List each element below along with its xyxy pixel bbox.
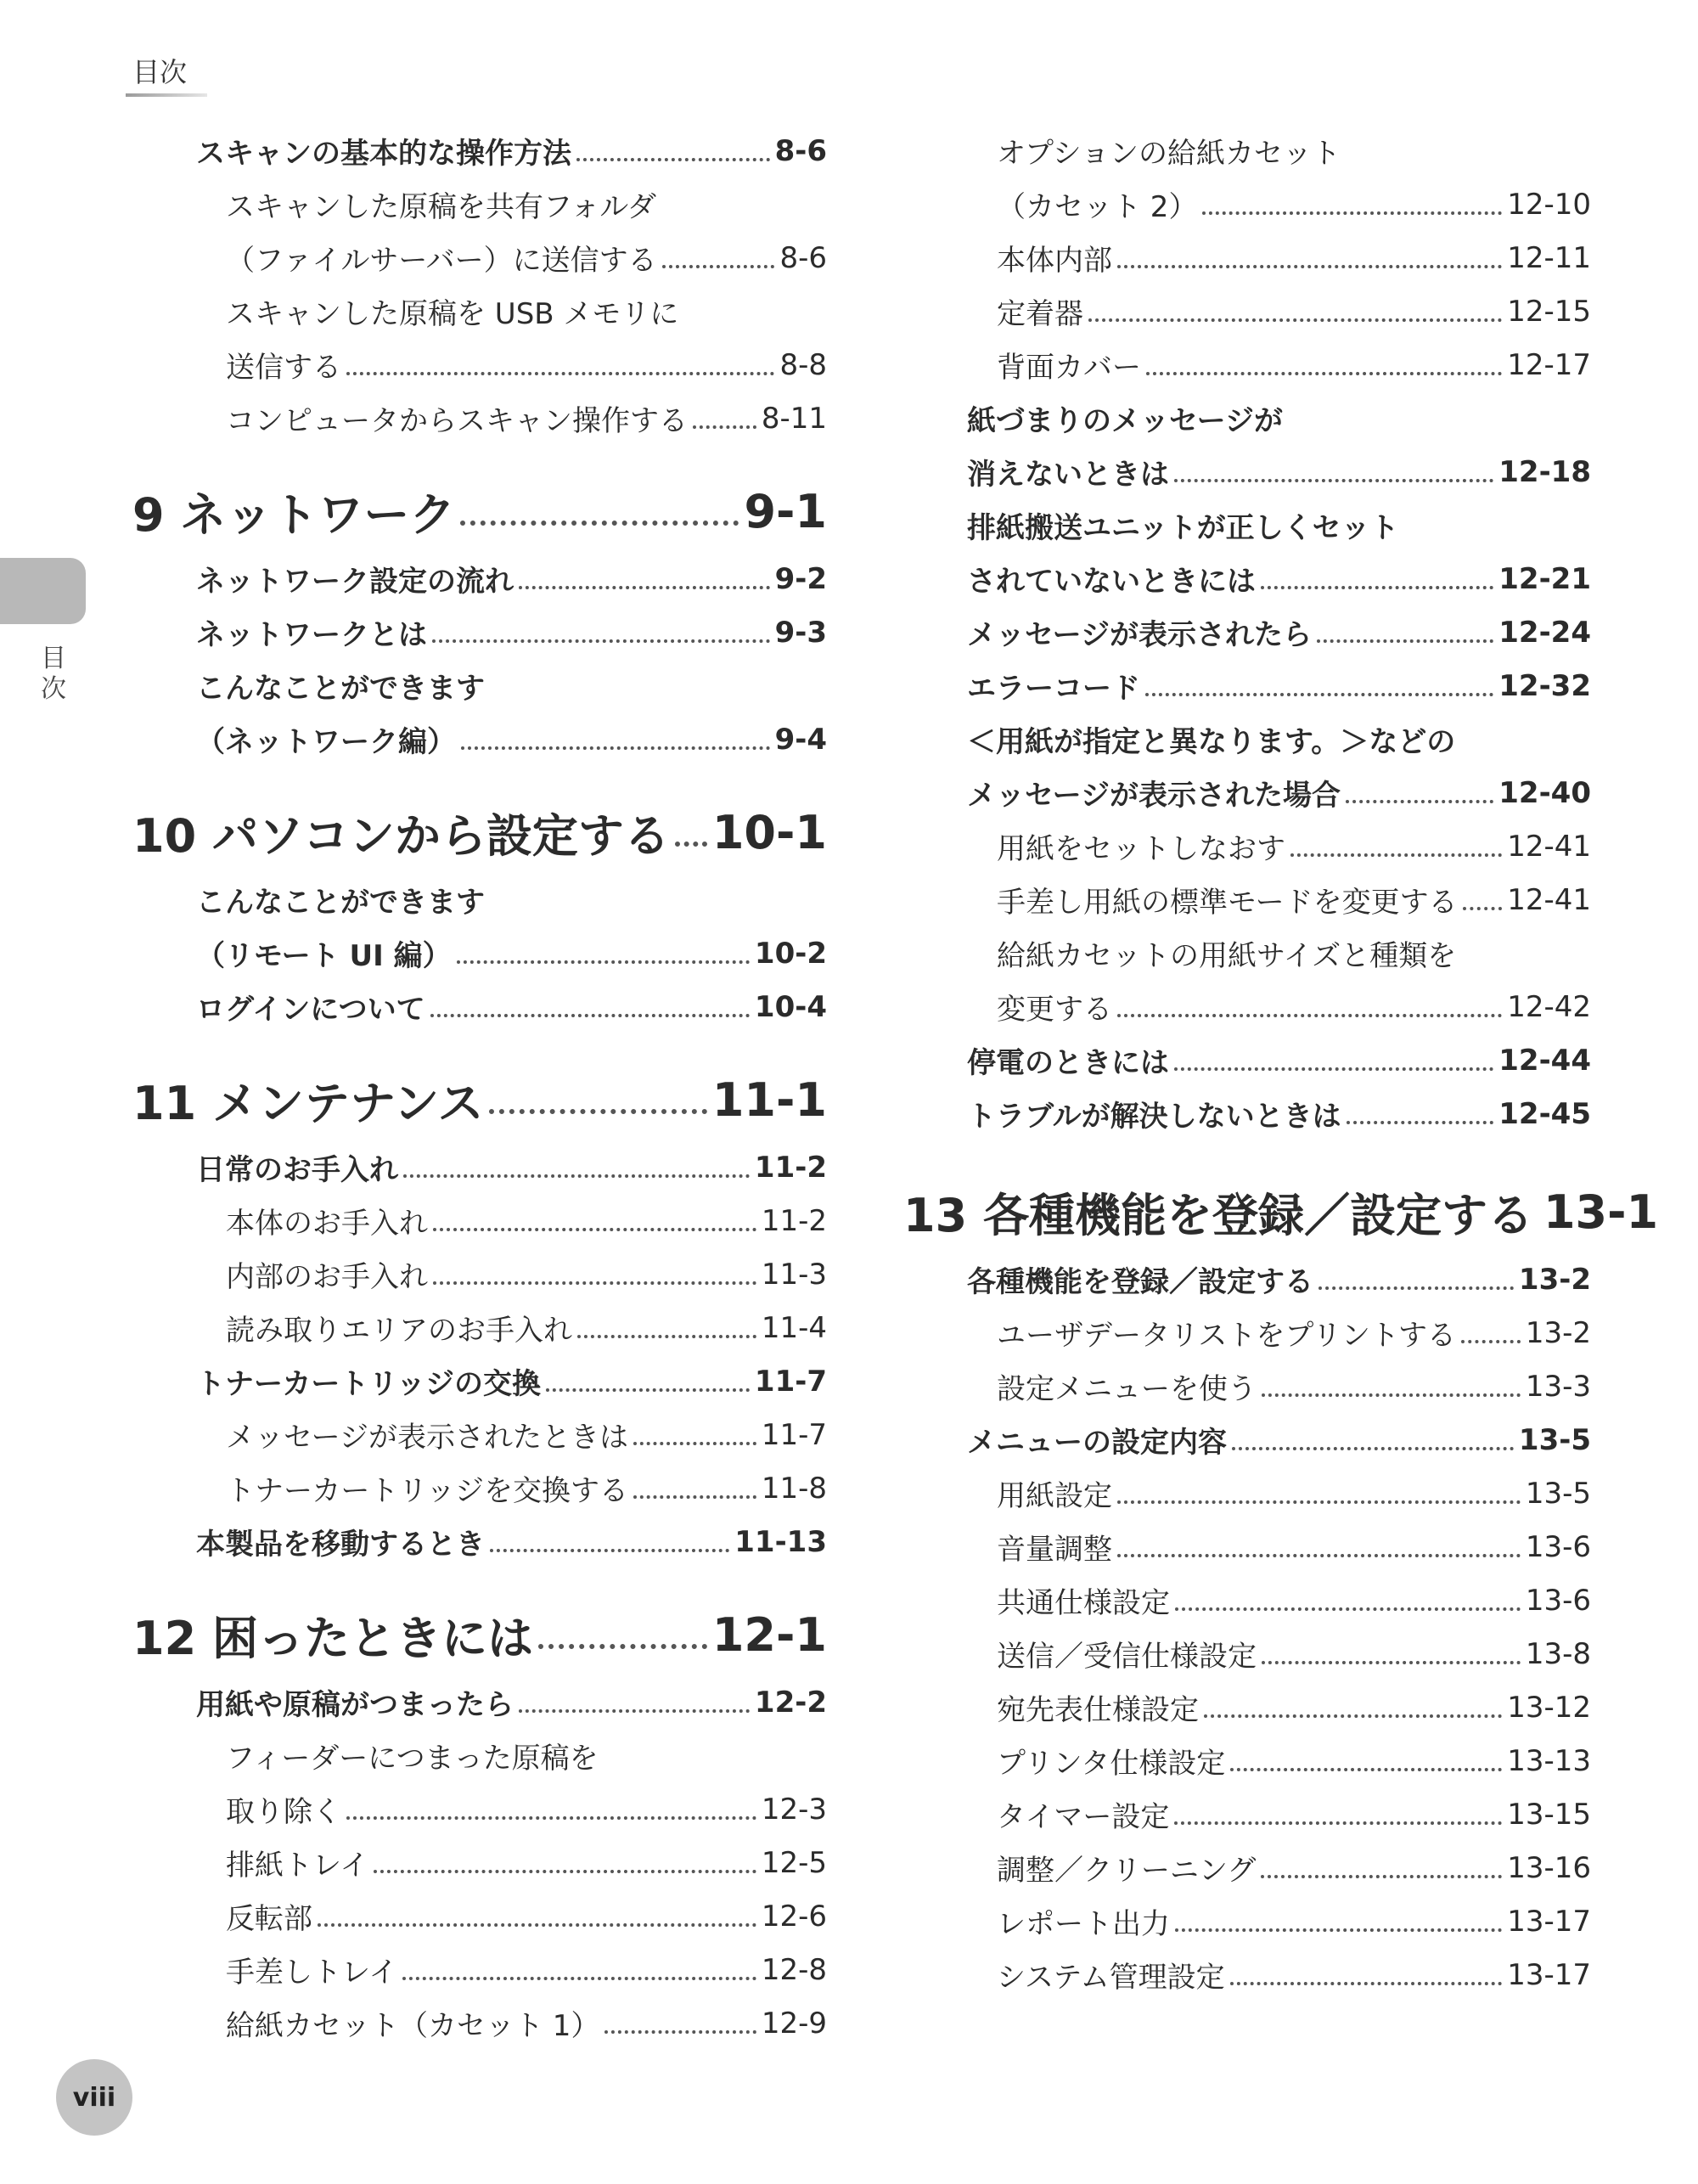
toc-entry[interactable]	[903, 231, 1591, 284]
toc-entry-title: 本製品を移動するとき	[196, 1528, 485, 1562]
toc-page-ref: 11-4	[761, 1310, 827, 1345]
toc-entry[interactable]	[903, 1841, 1591, 1894]
toc-entry[interactable]	[903, 1413, 1591, 1466]
toc-leader-dots	[1230, 1982, 1503, 1985]
toc-page-ref: 12-5	[761, 1845, 827, 1880]
toc-leader-dots	[402, 1977, 756, 1980]
toc-entry[interactable]	[132, 1889, 827, 1943]
toc-entry[interactable]	[903, 1087, 1591, 1140]
toc-entry-title: 本体のお手入れ	[226, 1207, 428, 1241]
toc-entry-title: こんなことができます	[196, 886, 485, 920]
toc-leader-dots	[538, 1644, 707, 1649]
toc-entry[interactable]	[903, 1306, 1591, 1359]
toc-leader-dots	[1117, 1014, 1502, 1017]
toc-entry-title: 9 ネットワーク	[132, 487, 456, 542]
toc-page-ref: 8-8	[779, 347, 827, 382]
toc-leader-dots	[346, 1816, 756, 1820]
toc-leader-dots	[374, 1870, 756, 1873]
toc-entry[interactable]	[903, 1627, 1591, 1680]
toc-entry-title: スキャンした原稿を USB メモリに	[226, 297, 679, 331]
toc-entry-title: 消えないときは	[967, 458, 1169, 492]
toc-entry[interactable]	[132, 1408, 827, 1461]
toc-entry[interactable]	[903, 1734, 1591, 1787]
toc-leader-dots	[1318, 1286, 1514, 1290]
toc-page-ref: 13-16	[1507, 1850, 1591, 1885]
toc-entry[interactable]	[903, 873, 1591, 926]
toc-entry-title: 紙づまりのメッセージが	[967, 404, 1283, 438]
toc-entry[interactable]	[132, 338, 827, 391]
toc-leader-dots	[1230, 1768, 1502, 1771]
toc-entry-title: メッセージが表示されたときは	[226, 1421, 628, 1455]
toc-entry[interactable]	[132, 873, 827, 926]
toc-left-column	[132, 124, 827, 2050]
toc-entry-title: （リモート UI 編）	[196, 939, 452, 973]
toc-entry-title: 日常のお手入れ	[196, 1153, 398, 1187]
toc-page-ref: 12-2	[754, 1685, 827, 1720]
toc-entry-title: スキャンした原稿を共有フォルダ	[226, 190, 656, 224]
toc-page-ref: 9-2	[774, 561, 827, 596]
toc-leader-dots	[403, 1174, 750, 1178]
toc-leader-dots	[604, 2030, 756, 2034]
toc-leader-dots	[1202, 211, 1502, 215]
toc-leader-dots	[662, 265, 775, 268]
toc-entry[interactable]	[132, 391, 827, 445]
toc-entry[interactable]	[903, 391, 1591, 445]
toc-entry[interactable]	[132, 980, 827, 1033]
toc-entry[interactable]	[132, 284, 827, 338]
toc-entry-title: メッセージが表示された場合	[967, 779, 1341, 813]
toc-entry-title: スキャンの基本的な操作方法	[196, 137, 571, 171]
toc-entry[interactable]	[903, 177, 1591, 231]
toc-chapter-entry[interactable]	[132, 791, 827, 873]
toc-entry-title: （ネットワーク編）	[196, 725, 456, 759]
toc-page-ref: 11-8	[761, 1471, 827, 1506]
toc-entry-title: メッセージが表示されたら	[967, 618, 1312, 652]
toc-leader-dots	[1174, 1067, 1493, 1071]
toc-leader-dots	[577, 1335, 756, 1338]
toc-entry[interactable]	[903, 1948, 1591, 2001]
toc-entry[interactable]	[903, 498, 1591, 552]
header-rule	[126, 93, 207, 97]
toc-page-ref: 11-7	[754, 1364, 827, 1399]
toc-entry-title: 停電のときには	[967, 1046, 1169, 1080]
toc-entry-title: 給紙カセットの用紙サイズと種類を	[997, 939, 1457, 973]
toc-page-ref: 12-15	[1507, 294, 1591, 329]
toc-leader-dots	[1262, 1661, 1521, 1664]
toc-entry[interactable]	[903, 819, 1591, 873]
toc-page-ref: 12-32	[1498, 668, 1591, 703]
toc-entry[interactable]	[903, 1680, 1591, 1734]
side-tab-label: 目次	[41, 644, 66, 704]
toc-page-ref: 13-13	[1507, 1743, 1591, 1778]
toc-entry[interactable]	[903, 1787, 1591, 1841]
toc-entry-title: トナーカートリッジの交換	[196, 1367, 541, 1401]
toc-entry[interactable]	[903, 659, 1591, 712]
toc-chapter-entry[interactable]	[903, 1171, 1659, 1252]
toc-entry[interactable]	[132, 659, 827, 712]
toc-entry-title: 手差し用紙の標準モードを変更する	[997, 886, 1458, 920]
toc-entry-title: 用紙や原稿がつまったら	[196, 1688, 514, 1722]
toc-entry[interactable]	[132, 1782, 827, 1836]
toc-page-ref: 10-1	[711, 805, 827, 859]
toc-page-ref: 12-9	[761, 2006, 827, 2040]
toc-entry-title: 排紙トレイ	[226, 1849, 369, 1883]
toc-page-ref: 12-21	[1498, 561, 1591, 596]
toc-entry[interactable]	[132, 1996, 827, 2050]
toc-page-ref: 11-2	[761, 1203, 827, 1238]
toc-leader-dots	[433, 1281, 756, 1285]
toc-leader-dots	[1174, 479, 1493, 482]
toc-leader-dots	[576, 158, 770, 161]
toc-page-ref: 12-45	[1498, 1096, 1591, 1131]
toc-entry-title: （カセット 2）	[997, 190, 1198, 224]
toc-leader-dots	[693, 425, 756, 429]
toc-page-ref: 8-6	[774, 133, 827, 168]
toc-entry-title: （ファイルサーバー）に送信する	[226, 244, 657, 278]
running-header: 目次	[132, 56, 188, 88]
toc-page-ref: 13-6	[1525, 1583, 1591, 1618]
toc-leader-dots	[1117, 1554, 1521, 1557]
toc-page-ref: 12-1	[711, 1607, 827, 1662]
toc-page-ref: 11-2	[754, 1150, 827, 1185]
toc-entry[interactable]	[132, 712, 827, 766]
toc-entry-title: 給紙カセット（カセット 1）	[226, 2009, 600, 2043]
toc-entry[interactable]	[903, 1033, 1591, 1087]
toc-entry[interactable]	[903, 284, 1591, 338]
toc-leader-dots	[346, 372, 774, 375]
toc-entry[interactable]	[903, 1359, 1591, 1413]
toc-chapter-entry[interactable]	[132, 1594, 827, 1675]
toc-entry[interactable]	[132, 1729, 827, 1782]
toc-page-ref: 13-3	[1525, 1369, 1591, 1404]
toc-leader-dots	[1146, 372, 1502, 375]
toc-page-ref: 12-40	[1498, 775, 1591, 810]
toc-entry[interactable]	[132, 1354, 827, 1408]
toc-leader-dots	[1232, 1447, 1514, 1450]
toc-leader-dots	[1317, 639, 1493, 643]
toc-entry-title: 調整／クリーニング	[997, 1854, 1257, 1888]
toc-entry-title: 読み取りエリアのお手入れ	[226, 1314, 572, 1348]
toc-leader-dots	[633, 1495, 756, 1499]
toc-page-ref: 12-24	[1498, 615, 1591, 650]
toc-entry-title: 10 パソコンから設定する	[132, 808, 670, 863]
toc-entry[interactable]	[903, 445, 1591, 498]
toc-leader-dots	[1346, 800, 1493, 803]
toc-leader-dots	[318, 1923, 756, 1927]
toc-entry-title: 送信する	[226, 351, 341, 385]
toc-leader-dots	[519, 586, 770, 589]
toc-leader-dots	[1347, 1121, 1494, 1124]
toc-leader-dots	[432, 639, 770, 643]
toc-page-ref: 12-8	[761, 1952, 827, 1987]
toc-leader-dots	[490, 1549, 729, 1552]
toc-leader-dots	[1117, 265, 1502, 268]
toc-leader-dots	[1461, 1340, 1521, 1343]
toc-entry[interactable]	[132, 1247, 827, 1301]
toc-leader-dots	[633, 1442, 756, 1445]
toc-page-ref: 13-8	[1525, 1636, 1591, 1671]
toc-entry-title: 13 各種機能を登録／設定する	[903, 1188, 1533, 1242]
toc-leader-dots	[675, 842, 707, 847]
toc-entry-title: 設定メニューを使う	[997, 1372, 1257, 1406]
toc-entry[interactable]	[903, 338, 1591, 391]
toc-entry-title: 手差しトレイ	[226, 1956, 398, 1990]
toc-entry-title: レポート出力	[997, 1907, 1170, 1941]
toc-entry-title: 各種機能を登録／設定する	[967, 1265, 1313, 1299]
toc-entry-title: 用紙をセットしなおす	[997, 832, 1285, 866]
toc-page-ref: 9-3	[774, 615, 827, 650]
toc-entry[interactable]	[132, 605, 827, 659]
toc-entry[interactable]	[903, 980, 1591, 1033]
toc-page-ref: 13-2	[1518, 1262, 1591, 1297]
toc-page-ref: 13-17	[1507, 1957, 1591, 1992]
toc-entry-title: トナーカートリッジを交換する	[226, 1474, 628, 1508]
toc-entry[interactable]	[132, 1943, 827, 1996]
toc-entry[interactable]	[132, 177, 827, 231]
toc-leader-dots	[1175, 1607, 1521, 1611]
toc-page-ref: 11-13	[734, 1524, 827, 1559]
toc-entry[interactable]	[132, 1515, 827, 1568]
toc-page-ref: 13-17	[1507, 1904, 1591, 1939]
toc-right-column	[903, 124, 1659, 2001]
toc-entry-title: 背面カバー	[997, 351, 1141, 385]
toc-entry[interactable]	[903, 1520, 1591, 1573]
toc-entry-title: ユーザデータリストをプリントする	[997, 1319, 1456, 1353]
toc-entry-title: エラーコード	[967, 672, 1140, 706]
toc-page-ref: 12-11	[1507, 240, 1591, 275]
toc-entry[interactable]	[903, 605, 1591, 659]
toc-leader-dots	[1463, 907, 1503, 910]
toc-leader-dots	[1174, 1821, 1502, 1825]
toc-leader-dots	[460, 521, 739, 526]
toc-page-ref: 13-5	[1518, 1422, 1591, 1457]
toc-leader-dots	[1204, 1714, 1502, 1718]
toc-entry-title: 12 困ったときには	[132, 1611, 533, 1665]
toc-leader-dots	[1117, 1500, 1521, 1504]
toc-entry[interactable]	[132, 1301, 827, 1354]
toc-page-ref: 9-4	[774, 722, 827, 757]
toc-entry-title: ネットワークとは	[196, 618, 427, 652]
toc-entry[interactable]	[903, 712, 1591, 766]
toc-leader-dots	[1290, 853, 1502, 857]
toc-page-ref: 12-18	[1498, 454, 1591, 489]
toc-page-ref: 8-6	[779, 240, 827, 275]
toc-leader-dots	[489, 1109, 707, 1114]
toc-leader-dots	[546, 1388, 750, 1392]
toc-entry-title: 音量調整	[997, 1533, 1112, 1567]
toc-entry-title: 共通仕様設定	[997, 1586, 1170, 1620]
toc-leader-dots	[1262, 1393, 1521, 1397]
toc-entry-title: プリンタ仕様設定	[997, 1747, 1226, 1781]
toc-page-ref: 11-1	[711, 1072, 827, 1127]
toc-chapter-entry[interactable]	[132, 1059, 827, 1140]
toc-page-ref: 12-41	[1507, 882, 1591, 917]
toc-entry-title: ＜用紙が指定と異なります。＞などの	[967, 725, 1456, 759]
toc-page-ref: 13-6	[1525, 1529, 1591, 1564]
toc-entry-title: トラブルが解決しないときは	[967, 1100, 1341, 1134]
toc-entry[interactable]	[903, 1252, 1591, 1306]
toc-entry[interactable]	[132, 1194, 827, 1247]
toc-leader-dots	[1145, 693, 1493, 696]
toc-entry[interactable]	[903, 766, 1591, 819]
toc-entry-title: オプションの給紙カセット	[997, 137, 1341, 171]
toc-entry[interactable]	[132, 231, 827, 284]
toc-leader-dots	[1088, 318, 1502, 322]
toc-page-ref: 13-1	[1543, 1185, 1659, 1239]
toc-entry[interactable]	[903, 926, 1591, 980]
toc-entry[interactable]	[903, 1894, 1591, 1948]
toc-entry[interactable]	[132, 552, 827, 605]
toc-leader-dots	[1261, 586, 1493, 589]
toc-entry-title: 定着器	[997, 297, 1083, 331]
toc-leader-dots	[1175, 1928, 1502, 1932]
toc-entry[interactable]	[903, 1573, 1591, 1627]
toc-entry-title: 用紙設定	[997, 1479, 1112, 1513]
toc-entry-title: 反転部	[226, 1902, 312, 1936]
toc-entry-title: ネットワーク設定の流れ	[196, 565, 514, 599]
toc-page-ref: 12-42	[1507, 989, 1591, 1024]
toc-page-ref: 10-4	[754, 989, 827, 1024]
toc-page-ref: 10-2	[754, 936, 827, 971]
toc-leader-dots	[430, 1014, 750, 1017]
toc-entry-title: 11 メンテナンス	[132, 1076, 484, 1130]
toc-entry[interactable]	[132, 1461, 827, 1515]
toc-entry[interactable]	[132, 1140, 827, 1194]
toc-leader-dots	[433, 1228, 756, 1231]
toc-entry[interactable]	[132, 926, 827, 980]
toc-page-ref: 12-41	[1507, 829, 1591, 864]
toc-page-ref: 12-17	[1507, 347, 1591, 382]
toc-entry[interactable]	[903, 1466, 1591, 1520]
page-number-badge: viii	[56, 2059, 132, 2136]
toc-entry-title: 変更する	[997, 993, 1112, 1027]
toc-page-ref: 13-15	[1507, 1797, 1591, 1832]
toc-entry-title: 内部のお手入れ	[226, 1260, 428, 1294]
toc-entry-title: 送信／受信仕様設定	[997, 1640, 1257, 1674]
toc-entry[interactable]	[132, 1836, 827, 1889]
toc-entry-title: システム管理設定	[997, 1961, 1225, 1995]
toc-page-ref: 13-2	[1525, 1315, 1591, 1350]
toc-page-ref: 12-6	[761, 1899, 827, 1934]
toc-page-ref: 9-1	[744, 484, 827, 538]
toc-entry-title: フィーダーにつまった原稿を	[226, 1742, 599, 1776]
toc-page-ref: 13-5	[1525, 1476, 1591, 1511]
toc-entry-title: こんなことができます	[196, 672, 485, 706]
toc-chapter-entry[interactable]	[132, 470, 827, 552]
toc-leader-dots	[457, 960, 750, 964]
toc-entry-title: 排紙搬送ユニットが正しくセット	[967, 511, 1399, 545]
toc-page-ref: 12-44	[1498, 1043, 1591, 1078]
toc-entry-title: コンピュータからスキャン操作する	[226, 404, 688, 438]
toc-leader-dots	[519, 1709, 750, 1713]
chapter-side-tab	[0, 558, 86, 624]
toc-leader-dots	[461, 746, 770, 750]
toc-entry-title: 宛先表仕様設定	[997, 1693, 1199, 1727]
toc-entry[interactable]	[132, 124, 827, 177]
toc-page-ref: 11-3	[761, 1257, 827, 1292]
toc-entry[interactable]	[132, 1675, 827, 1729]
toc-page-ref: 12-10	[1507, 187, 1591, 222]
toc-page-ref: 12-3	[761, 1792, 827, 1827]
toc-page-ref: 11-7	[761, 1417, 827, 1452]
toc-entry-title: ログインについて	[196, 993, 425, 1027]
toc-entry[interactable]	[903, 124, 1591, 177]
toc-page-ref: 8-11	[761, 401, 827, 436]
toc-page-ref: 13-12	[1507, 1690, 1591, 1725]
toc-entry-title: 取り除く	[226, 1795, 341, 1829]
toc-entry-title: 本体内部	[997, 244, 1112, 278]
toc-entry[interactable]	[903, 552, 1591, 605]
toc-leader-dots	[1261, 1875, 1502, 1878]
toc-entry-title: されていないときには	[967, 565, 1256, 599]
toc-entry-title: メニューの設定内容	[967, 1426, 1227, 1460]
toc-entry-title: タイマー設定	[997, 1800, 1170, 1834]
